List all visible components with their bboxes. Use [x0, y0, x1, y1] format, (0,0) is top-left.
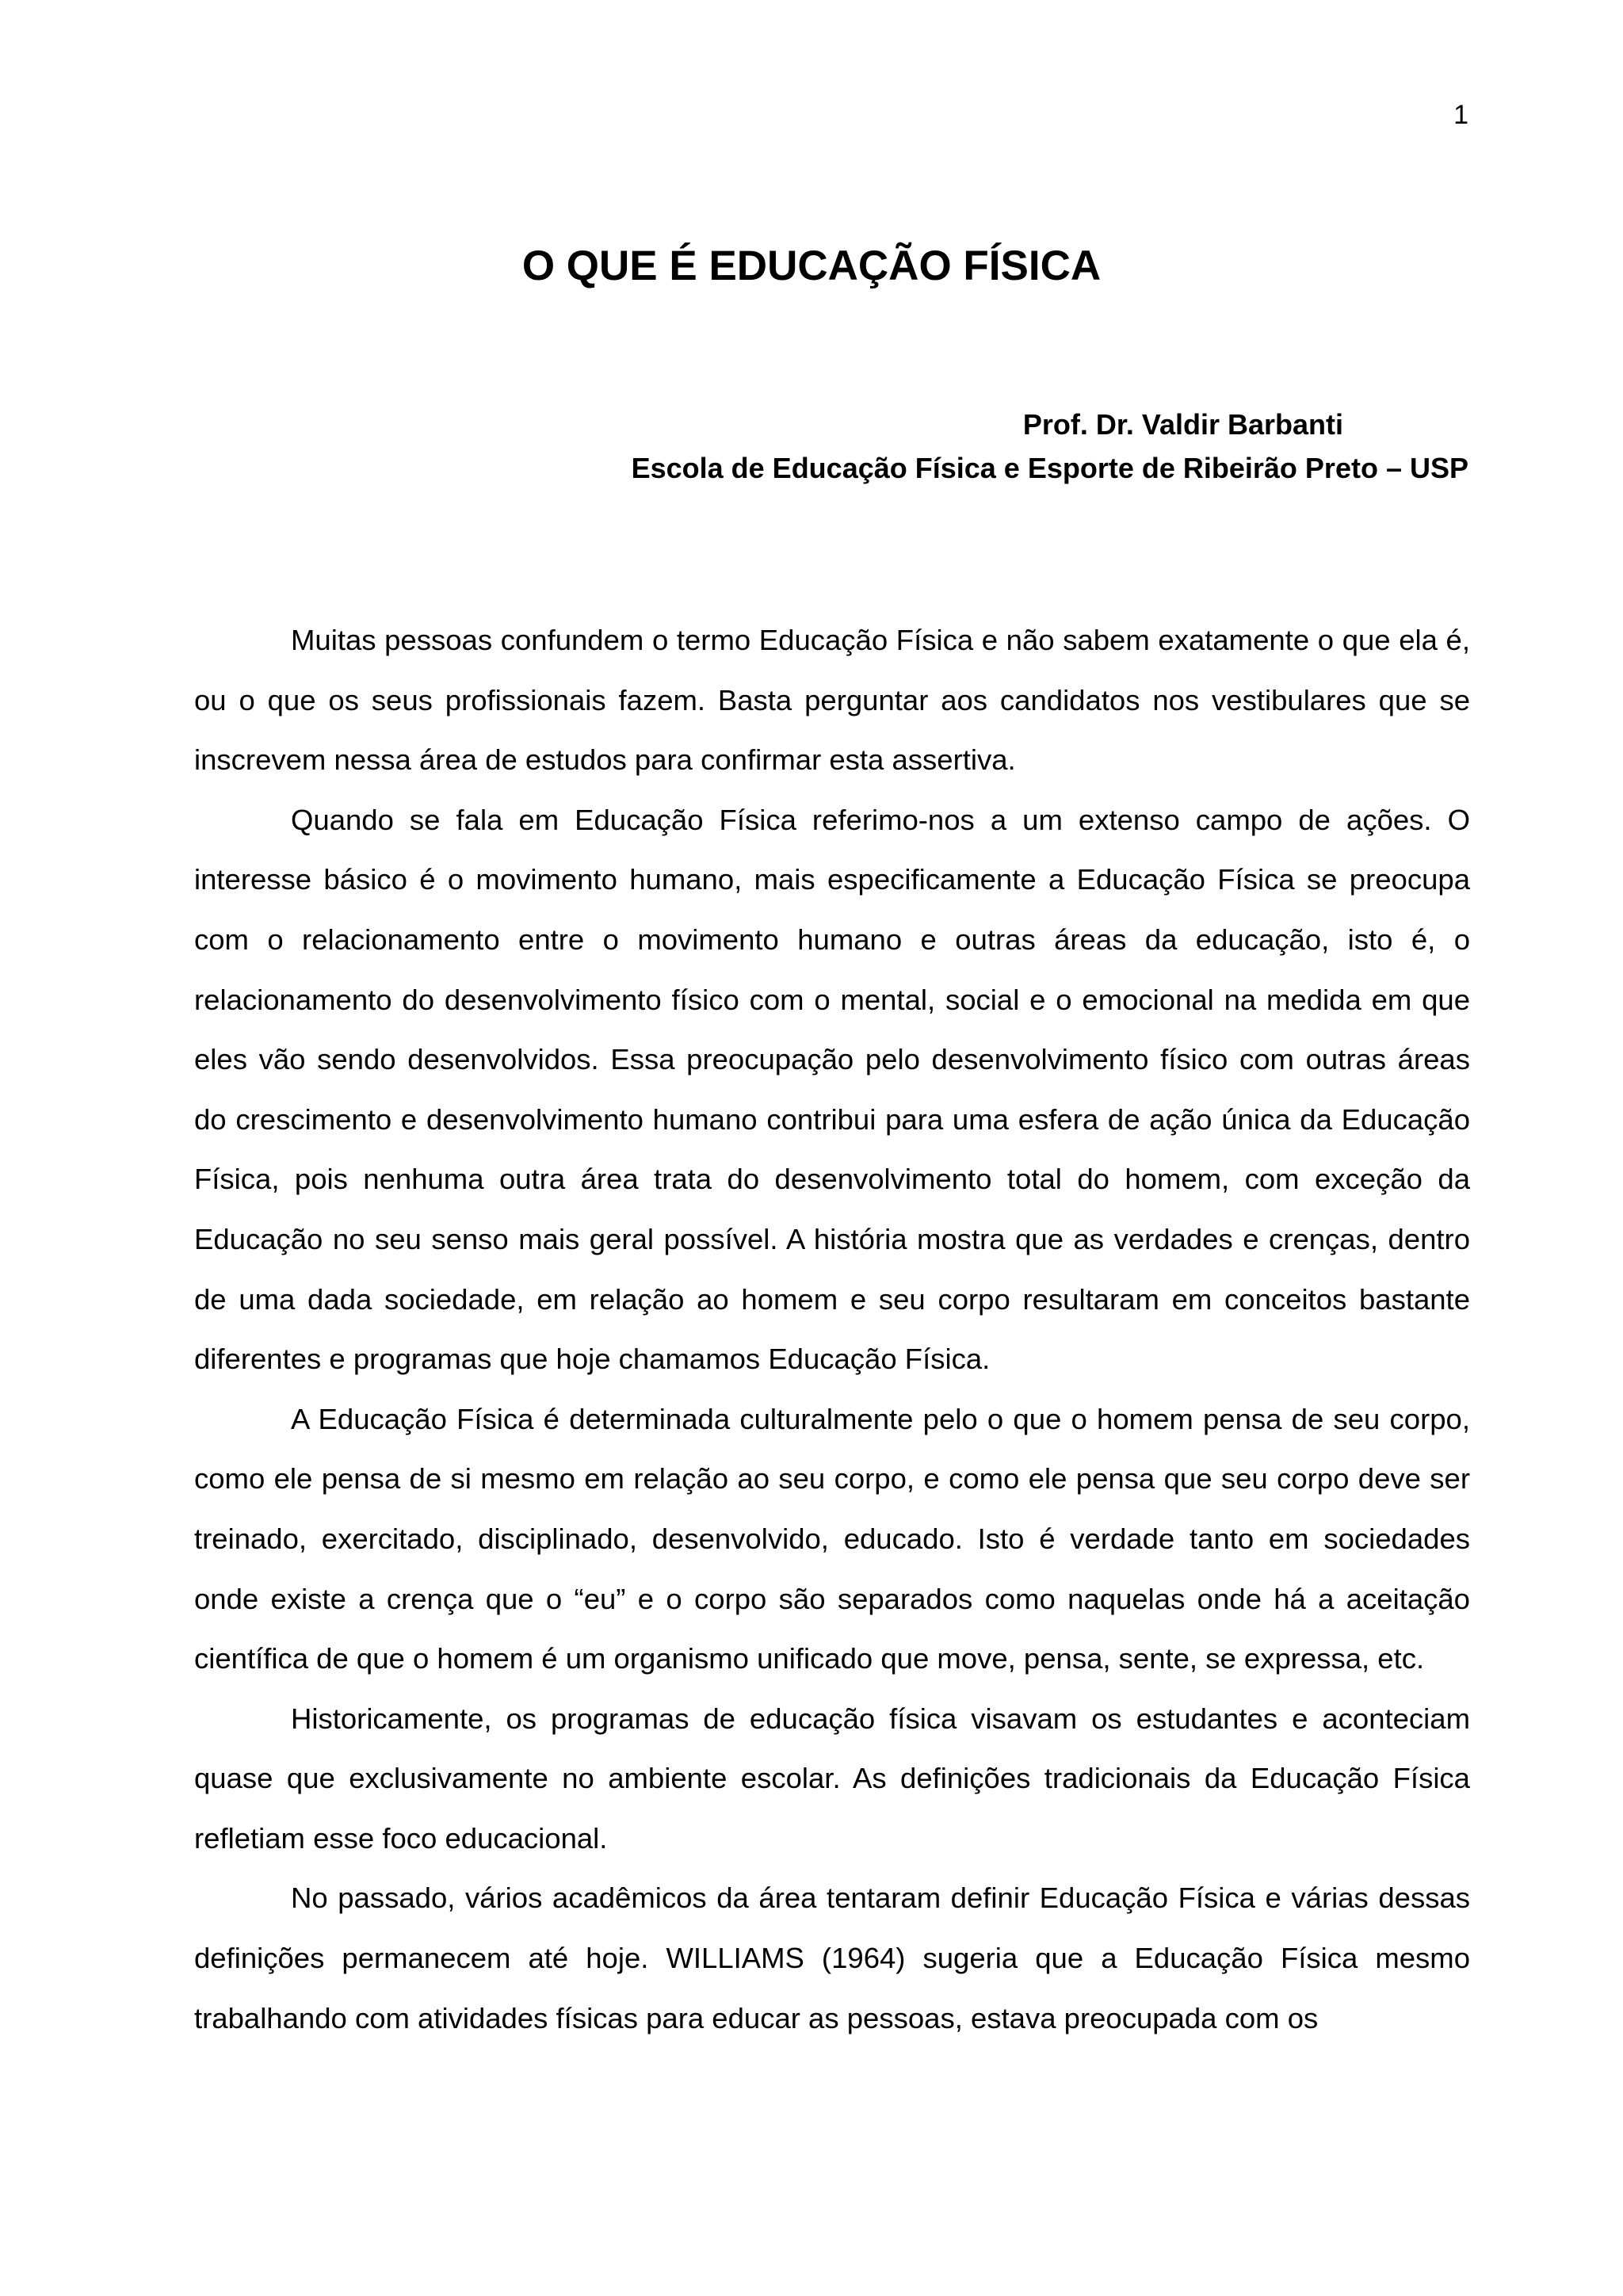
- paragraph: Quando se fala em Educação Física referimo-nos a um extenso campo de ações. O interesse básico é o movimento humano, mais especificamente a Educação Física se preocupa com o relacionamento entre o movimento humano e outras áreas da educação, isto é, o relacionamento do desenvolvimento físico com o mental, social e o emocional na medida em que eles vão sendo desenvolvidos. Essa preocupação pelo desenvolvimento físico com outras áreas do crescimento e desenvolvimento humano contribui para uma esfera de ação única da Educação Física, pois nenhuma outra área trata do desenvolvimento total do homem, com exceção da Educação no seu senso mais geral possível. A história mostra que as verdades e crenças, dentro de uma dada sociedade, em relação ao homem e seu corpo resultaram em conceitos bastante diferentes e programas que hoje chamamos Educação Física.: [194, 803, 1470, 1376]
- paragraph: A Educação Física é determinada culturalmente pelo o que o homem pensa de seu corpo, como ele pensa de si mesmo em relação ao seu corpo, e como ele pensa que seu corpo deve ser treinado, exercitado, disciplinado, desenvolvido, educado. Isto é verdade tanto em sociedades onde existe a crença que o “eu” e o corpo são separados como naquelas onde há a aceitação científica de que o homem é um organismo unificado que move, pensa, sente, se expressa, etc.: [194, 1402, 1470, 1675]
- document-title: O QUE É EDUCAÇÃO FÍSICA: [521, 243, 1102, 289]
- paragraph: Muitas pessoas confundem o termo Educação Física e não sabem exatamente o que ela é, ou o que os seus profissionais fazem. Basta perguntar aos candidatos nos vestibulares que se inscrevem nessa área de estudos para confirmar esta assertiva.: [194, 624, 1470, 777]
- body-text: [194, 610, 1470, 2048]
- paragraph: No passado, vários acadêmicos da área tentaram definir Educação Física e várias dessas definições permanecem até hoje. WILLIAMS (1964) sugeria que a Educação Física mesmo trabalhando com atividades físicas para educar as pessoas, estava preocupada com os: [194, 1881, 1470, 2034]
- author-name: Prof. Dr. Valdir Barbanti: [1022, 408, 1343, 441]
- author-institution: Escola de Educação Física e Esporte de Ribeirão Preto – USP: [631, 452, 1468, 484]
- author-block: [632, 403, 1468, 490]
- paragraph: Historicamente, os programas de educação física visavam os estudantes e aconteciam quase que exclusivamente no ambiente escolar. As definições tradicionais da Educação Física refletiam esse foco educacional.: [194, 1702, 1470, 1855]
- page-number: 1: [1453, 100, 1468, 130]
